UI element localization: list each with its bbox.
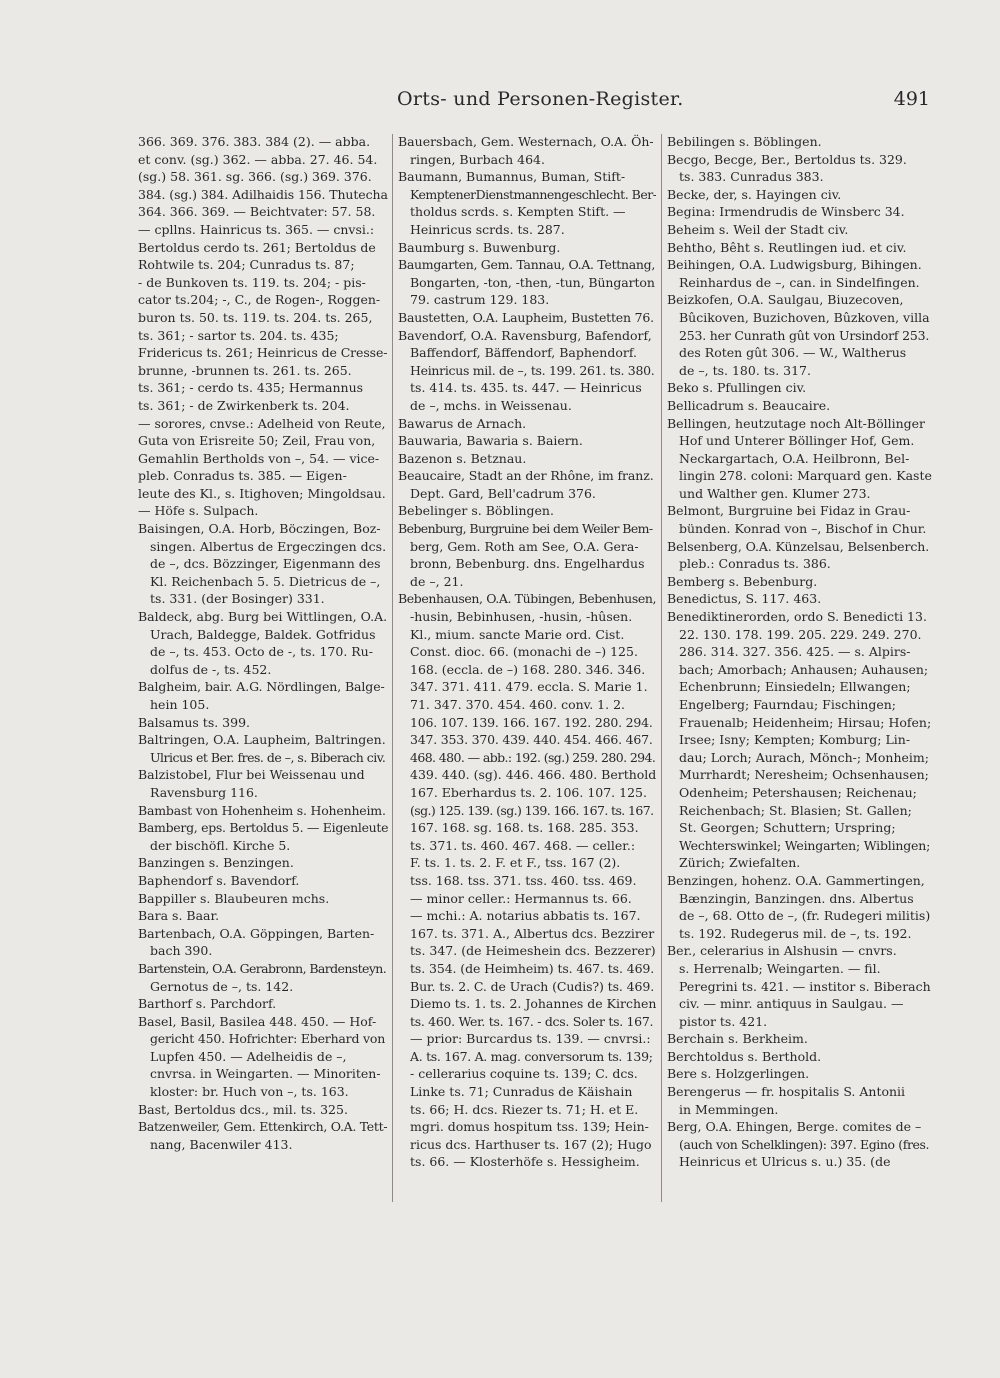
index-line: ts. 66. — Klosterhöfe s. Hessigheim. [410,1154,640,1170]
index-line: Bartenstein, O.A. Gerabronn, Bardensteyn. [138,960,387,976]
index-line: Bemberg s. Bebenburg. [667,573,818,589]
index-line: ts. 383. Cunradus 383. [679,169,824,185]
index-line: Bellingen, heutzutage noch Alt-Böllinger [667,415,926,431]
index-line: ts. 414. ts. 435. ts. 447. — Heinricus [410,380,642,396]
index-line: 347. 371. 411. 479. eccla. S. Marie 1. [410,679,648,695]
index-line: Reichenbach; St. Blasien; St. Gallen; [679,802,912,818]
index-line: Neckargartach, O.A. Heilbronn, Bel- [679,450,910,466]
index-line: Bebelinger s. Böblingen. [398,503,554,519]
index-line: Bartenbach, O.A. Göppingen, Barten- [138,925,375,941]
index-line: Heinricus et Ulricus s. u.) 35. (de [679,1154,891,1170]
index-line: der bischöfl. Kirche 5. [150,837,291,853]
index-line: Bara s. Baar. [138,908,220,924]
index-line: Batzenweiler, Gem. Ettenkirch, O.A. Tett- [138,1119,388,1135]
index-line: Bappiller s. Blaubeuren mchs. [138,890,330,906]
index-line: A. ts. 167. A. mag. conversorum ts. 139; [410,1048,653,1064]
index-line: Bebenhausen, O.A. Tübingen, Bebenhusen, [398,591,656,607]
index-line: Baumburg s. Buwenburg. [398,239,561,255]
index-line: tss. 168. tss. 371. tss. 460. tss. 469. [410,872,637,888]
index-line: singen. Albertus de Ergeczingen dcs. [150,538,387,554]
index-line: Bellicadrum s. Beaucaire. [667,397,831,413]
index-line: ricus dcs. Harthuser ts. 167 (2); Hugo [410,1136,652,1152]
index-line: Baumgarten, Gem. Tannau, O.A. Tettnang, [398,257,656,273]
index-line: Diemo ts. 1. ts. 2. Johannes de Kirchen [410,996,656,1012]
index-line: Rohtwile ts. 204; Cunradus ts. 87; [138,257,355,273]
index-line: Bauwaria, Bawaria s. Baiern. [398,433,583,449]
index-line: Irsee; Isny; Kempten; Komburg; Lin- [679,732,911,748]
index-line: Bongarten, -ton, -then, -tun, Büngarton [410,274,655,290]
index-line: Linke ts. 71; Cunradus de Käishain [410,1084,633,1100]
index-line: pleb. Conradus ts. 385. — Eigen- [138,468,347,484]
index-line: Bavendorf, O.A. Ravensburg, Bafendorf, [398,327,652,343]
index-line: dau; Lorch; Aurach, Mönch-; Monheim; [679,749,929,765]
index-line: de –, dcs. Bözzinger, Eigenmann des [150,556,381,572]
index-line: Kl. Reichenbach 5. 5. Dietricus de –, [150,573,381,589]
index-line: ts. 347. (de Heimeshein dcs. Bezzerer) [410,943,656,959]
index-line: leute des Kl., s. Itighoven; Mingoldsau. [138,485,386,501]
index-line: 253. her Cunrath gût von Ursindorf 253. [679,327,930,343]
index-line: ts. 361; - sartor ts. 204. ts. 435; [138,327,339,343]
index-line: Fridericus ts. 261; Heinricus de Cresse- [138,345,388,361]
index-line: Zürich; Zwiefalten. [679,855,801,871]
index-line: 439. 440. (sg). 446. 466. 480. Berthold [410,767,656,783]
index-column-3 [667,133,932,1171]
index-line: Urach, Baldegge, Baldek. Gotfridus [150,626,376,642]
index-line: (auch von Schelklingen): 397. Egino (fres. [679,1136,930,1152]
index-line: — mchi.: A. notarius abbatis ts. 167. [410,908,641,924]
index-line: Bambast von Hohenheim s. Hohenheim. [138,802,386,818]
index-line: Berchain s. Berkheim. [667,1031,808,1047]
index-line: 167. ts. 371. A., Albertus dcs. Bezzirer [410,925,655,941]
index-line: ts. 331. (der Bosinger) 331. [150,591,325,607]
index-line: Balzistobel, Flur bei Weissenau und [138,767,365,783]
index-line: 468. 480. — abb.: 192. (sg.) 259. 280. 294. [410,749,656,765]
index-line: 79. castrum 129. 183. [410,292,550,308]
index-line: Berengerus — fr. hospitalis S. Antonii [667,1084,906,1100]
index-line: F. ts. 1. ts. 2. F. et F., tss. 167 (2). [410,855,621,871]
index-line: 384. (sg.) 384. Adilhaidis 156. Thutecha [138,186,388,202]
index-line: St. Georgen; Schuttern; Urspring; [679,820,896,836]
index-line: Murrhardt; Neresheim; Ochsenhausen; [679,767,929,783]
column-divider [661,134,662,1202]
column-divider [392,134,393,1202]
index-line: Bur. ts. 2. C. de Urach (Cudis?) ts. 469. [410,978,655,994]
index-line: ts. 371. ts. 460. 467. 468. — celler.: [410,837,636,853]
index-line: de –, mchs. in Weissenau. [410,397,572,413]
index-line: und Walther gen. Klumer 273. [679,485,871,501]
index-line: 71. 347. 370. 454. 460. conv. 1. 2. [410,697,626,712]
index-line: Becgo, Becge, Ber., Bertoldus ts. 329. [667,151,907,167]
index-line: de –, 68. Otto de –, (fr. Rudegeri militis) [679,908,931,924]
index-line: Gernotus de –, ts. 142. [150,978,294,994]
index-line: hein 105. [150,697,210,712]
index-line: bronn, Bebenburg. dns. Engelhardus [410,556,645,572]
index-line: Ulricus et Ber. fres. de –, s. Biberach civ. [150,749,386,765]
index-line: — Höfe s. Sulpach. [138,503,259,519]
index-line: ts. 361; - cerdo ts. 435; Hermannus [138,380,364,396]
index-line: Benzingen, hohenz. O.A. Gammertingen, [667,872,925,888]
index-line: Bawarus de Arnach. [398,415,527,431]
index-line: — prior: Burcardus ts. 139. — cnvrsi.: [410,1031,651,1047]
index-line: Baltringen, O.A. Laupheim, Baltringen. [138,732,386,748]
index-line: 167. 168. sg. 168. ts. 168. 285. 353. [410,820,639,836]
index-line: Beizkofen, O.A. Saulgau, Biuzecoven, [667,292,904,308]
index-line: bach 390. [150,943,213,959]
index-line: Reinhardus de –, can. in Sindelfingen. [679,274,920,290]
index-line: Bazenon s. Betznau. [398,450,527,466]
index-line: Ber., celerarius in Alshusin — cnvrs. [667,943,897,959]
index-line: kloster: br. Huch von –, ts. 163. [150,1084,349,1100]
index-line: Echenbrunn; Einsiedeln; Ellwangen; [679,679,911,695]
index-line: Berg, O.A. Ehingen, Berge. comites de – [667,1119,922,1135]
index-line: Odenheim; Petershausen; Reichenau; [679,784,917,800]
index-line: Kl., mium. sancte Marie ord. Cist. [410,626,625,642]
index-line: - cellerarius coquine ts. 139; C. dcs. [410,1066,638,1082]
index-line: Barthorf s. Parchdorf. [138,996,277,1012]
index-line: Beheim s. Weil der Stadt civ. [667,221,849,237]
index-line: brunne, -brunnen ts. 261. ts. 265. [138,362,352,378]
index-line: Becke, der, s. Hayingen civ. [667,186,842,202]
index-line: bach; Amorbach; Anhausen; Auhausen; [679,661,929,677]
index-line: de –, ts. 180. ts. 317. [679,362,811,378]
index-line: Bûcikoven, Buzichoven, Bûzkoven, villa [679,309,930,325]
index-line: s. Herrenalb; Weingarten. — fil. [679,960,881,976]
index-line: ringen, Burbach 464. [410,151,545,167]
page-title: Orts- und Personen-Register. [397,88,684,110]
index-line: Banzingen s. Benzingen. [138,855,294,871]
index-line: — sorores, cnvse.: Adelheid von Reute, [138,415,386,431]
index-line: Baffendorf, Bäffendorf, Baphendorf. [410,345,637,361]
index-line: Balgheim, bair. A.G. Nördlingen, Balge- [138,679,385,695]
index-line: cnvrsa. in Weingarten. — Minoriten- [150,1066,381,1082]
index-line: gericht 450. Hofrichter: Eberhard von [150,1031,386,1047]
index-line: 347. 353. 370. 439. 440. 454. 466. 467. [410,732,653,748]
index-line: Bænzingin, Banzingen. dns. Albertus [679,890,914,906]
index-line: civ. — minr. antiquus in Saulgau. — [679,996,904,1012]
index-line: ts. 192. Rudegerus mil. de –, ts. 192. [679,925,912,941]
index-line: 22. 130. 178. 199. 205. 229. 249. 270. [679,626,922,642]
index-line: de –, 21. [410,573,464,589]
index-line: Basel, Basil, Basilea 448. 450. — Hof- [138,1013,377,1029]
index-line: berg, Gem. Roth am See, O.A. Gera- [410,538,639,554]
index-line: KemptenerDienstmannengeschlecht. Ber- [410,186,656,202]
index-line: Ravensburg 116. [150,784,258,800]
index-line: pistor ts. 421. [679,1013,768,1029]
index-line: 366. 369. 376. 383. 384 (2). — abba. [138,134,371,149]
index-line: Lupfen 450. — Adelheidis de –, [150,1048,347,1064]
index-line: Benediktinerorden, ordo S. Benedicti 13. [667,609,927,625]
index-line: ts. 66; H. dcs. Riezer ts. 71; H. et E. [410,1101,639,1117]
index-line: Belsenberg, O.A. Künzelsau, Belsenberch. [667,538,930,554]
index-line: Heinricus mil. de –, ts. 199. 261. ts. 380. [410,362,655,378]
index-line: Heinricus scrds. ts. 287. [410,221,565,237]
index-line: Bebilingen s. Böblingen. [667,134,822,149]
index-line: des Roten gût 306. — W., Waltherus [679,345,907,361]
index-line: buron ts. 50. ts. 119. ts. 204. ts. 265, [138,309,373,325]
index-line: Beko s. Pfullingen civ. [667,380,807,396]
index-line: dolfus de -, ts. 452. [150,661,272,677]
index-line: Dept. Gard, Bell'cadrum 376. [410,485,596,501]
index-line: Baphendorf s. Bavendorf. [138,872,300,888]
index-line: tholdus scrds. s. Kempten Stift. — [410,204,626,220]
index-line: Peregrini ts. 421. — institor s. Biberach [679,978,931,994]
index-column-2 [398,133,656,1171]
index-line: Bamberg, eps. Bertoldus 5. — Eigenleute [138,820,388,836]
index-line: Gemahlin Bertholds von –, 54. — vice- [138,450,380,466]
index-line: Belmont, Burgruine bei Fidaz in Grau- [667,503,911,519]
index-line: Baumann, Bumannus, Buman, Stift- [398,169,626,185]
index-line: 168. (eccla. de –) 168. 280. 346. 346. [410,661,646,677]
index-line: Bast, Bertoldus dcs., mil. ts. 325. [138,1101,348,1117]
index-column-1 [138,133,388,1153]
index-line: Bauersbach, Gem. Westernach, O.A. Öh- [398,134,654,149]
index-line: Const. dioc. 66. (monachi de –) 125. [410,644,638,660]
index-line: Bere s. Holzgerlingen. [667,1066,810,1082]
index-line: Behtho, Bêht s. Reutlingen iud. et civ. [667,239,907,255]
index-line: pleb.: Conradus ts. 386. [679,556,831,572]
index-line: Baldeck, abg. Burg bei Wittlingen, O.A. [138,609,388,625]
index-line: mgri. domus hospitum tss. 139; Hein- [410,1119,649,1135]
index-line: Begina: Irmendrudis de Winsberc 34. [667,204,905,220]
index-line: Balsamus ts. 399. [138,714,251,730]
index-line: -husin, Bebinhusen, -husin, -hûsen. [410,609,633,625]
index-line: Wechterswinkel; Weingarten; Wiblingen; [679,837,931,853]
index-line: 364. 366. 369. — Beichtvater: 57. 58. [138,204,376,220]
index-line: lingin 278. coloni: Marquard gen. Kaste [679,468,932,484]
index-line: Beihingen, O.A. Ludwigsburg, Bihingen. [667,257,922,273]
index-line: Bebenburg, Burgruine bei dem Weiler Bem- [398,521,653,537]
index-line: de –, ts. 453. Octo de -, ts. 170. Ru- [150,644,373,660]
index-line: ts. 460. Wer. ts. 167. - dcs. Soler ts. 167. [410,1013,654,1029]
index-line: et conv. (sg.) 362. — abba. 27. 46. 54. [138,151,378,167]
index-line: nang, Bacenwiler 413. [150,1136,293,1152]
index-line: (sg.) 125. 139. (sg.) 139. 166. 167. ts. 167. [410,802,654,818]
index-line: Baisingen, O.A. Horb, Böczingen, Boz- [138,521,381,537]
index-line: — cpllns. Hainricus ts. 365. — cnvsi.: [138,221,375,237]
index-line: 286. 314. 327. 356. 425. — s. Alpirs- [679,644,911,660]
page-number: 491 [893,88,930,110]
index-line: bünden. Konrad von –, Bischof in Chur. [679,521,927,537]
index-line: cator ts.204; -, C., de Rogen-, Roggen- [138,292,381,308]
index-line: Guta von Erisreite 50; Zeil, Frau von, [138,433,376,449]
index-line: Frauenalb; Heidenheim; Hirsau; Hofen; [679,714,932,730]
index-line: in Memmingen. [679,1101,779,1117]
index-line: ts. 354. (de Heimheim) ts. 467. ts. 469. [410,960,655,976]
index-line: Berchtoldus s. Berthold. [667,1048,822,1064]
index-line: Hof und Unterer Böllinger Hof, Gem. [679,433,915,449]
index-line: Benedictus, S. 117. 463. [667,591,822,607]
index-line: — minor celler.: Hermannus ts. 66. [410,890,632,906]
index-line: 167. Eberhardus ts. 2. 106. 107. 125. [410,784,647,800]
index-line: (sg.) 58. 361. sg. 366. (sg.) 369. 376. [138,169,372,185]
index-line: Engelberg; Faurndau; Fischingen; [679,697,897,712]
index-line: Bertoldus cerdo ts. 261; Bertoldus de [138,239,376,255]
index-line: 106. 107. 139. 166. 167. 192. 280. 294. [410,714,653,730]
index-line: ts. 361; - de Zwirkenberk ts. 204. [138,397,350,413]
index-line: - de Bunkoven ts. 119. ts. 204; - pis- [138,274,366,290]
index-line: Beaucaire, Stadt an der Rhône, im franz. [398,468,654,484]
page-header [0,88,1000,118]
index-line: Baustetten, O.A. Laupheim, Bustetten 76. [398,309,654,325]
